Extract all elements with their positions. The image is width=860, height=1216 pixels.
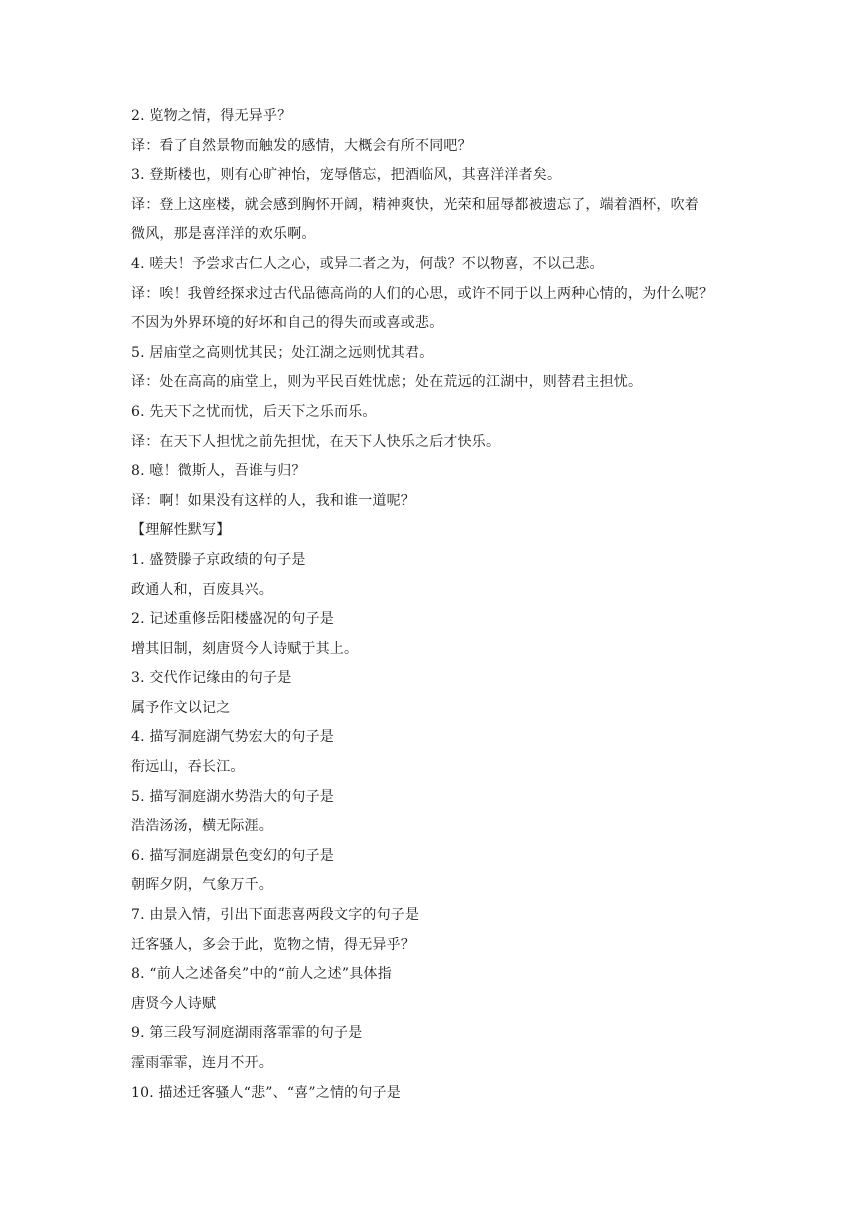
- text-line: 不因为外界环境的好坏和自己的得失而或喜或悲。: [131, 315, 444, 332]
- question-line: 10. 描述迁客骚人“悲”、“喜”之情的句子是: [131, 1084, 401, 1101]
- text-line: 译：登上这座楼，就会感到胸怀开阔，精神爽快，光荣和屈辱都被遗忘了，端着酒杯，吹着: [131, 196, 699, 213]
- answer-line: 霪雨霏霏，连月不开。: [131, 1055, 273, 1071]
- text-line: 2. 览物之情，得无异乎？: [131, 108, 292, 124]
- answer-line: 唐贤今人诗赋: [131, 995, 217, 1012]
- text-line: 译：啊！如果没有这样的人，我和谁一道呢？: [131, 492, 415, 509]
- text-line: 8. 噫！微斯人，吾谁与归？: [131, 463, 306, 480]
- question-line: 3. 交代作记缘由的句子是: [131, 670, 292, 687]
- question-line: 1. 盛赞滕子京政绩的句子是: [131, 551, 306, 568]
- text-line: 译：唉！我曾经探求过古代品德高尚的人们的心思，或许不同于以上两种心情的，为什么呢？: [131, 285, 714, 302]
- question-line: 8. “前人之述备矣”中的“前人之述”具体指: [131, 966, 392, 983]
- text-line: 译：看了自然景物而触发的感情，大概会有所不同吧？: [131, 137, 472, 154]
- text-line: 3. 登斯楼也，则有心旷神怡，宠辱偕忘，把酒临风，其喜洋洋者矣。: [131, 167, 562, 184]
- answer-line: 衔远山，吞长江。: [131, 759, 245, 776]
- question-line: 6. 描写洞庭湖景色变幻的句子是: [131, 847, 335, 864]
- text-line: 4. 嗟夫！予尝求古仁人之心，或异二者之为，何哉？不以物喜，不以己悲。: [131, 255, 604, 272]
- text-line: 6. 先天下之忧而忧，后天下之乐而乐。: [131, 403, 377, 420]
- answer-line: 政通人和，百废具兴。: [131, 581, 273, 598]
- answer-line: 属予作文以记之: [131, 699, 231, 716]
- answer-line: 增其旧制，刻唐贤今人诗赋于其上。: [131, 640, 359, 657]
- text-line: 微风，那是喜洋洋的欢乐啊。: [131, 226, 316, 243]
- section-heading: 【理解性默写】: [131, 522, 231, 539]
- question-line: 9. 第三段写洞庭湖雨落霏霏的句子是: [131, 1025, 363, 1042]
- answer-line: 朝晖夕阴，气象万千。: [131, 877, 273, 894]
- text-line: 5. 居庙堂之高则忧其民；处江湖之远则忧其君。: [131, 344, 434, 361]
- answer-line: 迁客骚人，多会于此，览物之情，得无异乎？: [131, 936, 415, 953]
- question-line: 7. 由景入情，引出下面悲喜两段文字的句子是: [131, 907, 420, 924]
- text-line: 译：处在高高的庙堂上，则为平民百姓忧虑；处在荒远的江湖中，则替君主担忧。: [131, 374, 643, 391]
- question-line: 4. 描写洞庭湖气势宏大的句子是: [131, 729, 335, 746]
- question-line: 2. 记述重修岳阳楼盛况的句子是: [131, 611, 335, 628]
- question-line: 5. 描写洞庭湖水势浩大的句子是: [131, 788, 335, 805]
- document-page: [131, 102, 741, 1108]
- text-line: 译：在天下人担忧之前先担忧，在天下人快乐之后才快乐。: [131, 433, 501, 450]
- answer-line: 浩浩汤汤，横无际涯。: [131, 818, 273, 835]
